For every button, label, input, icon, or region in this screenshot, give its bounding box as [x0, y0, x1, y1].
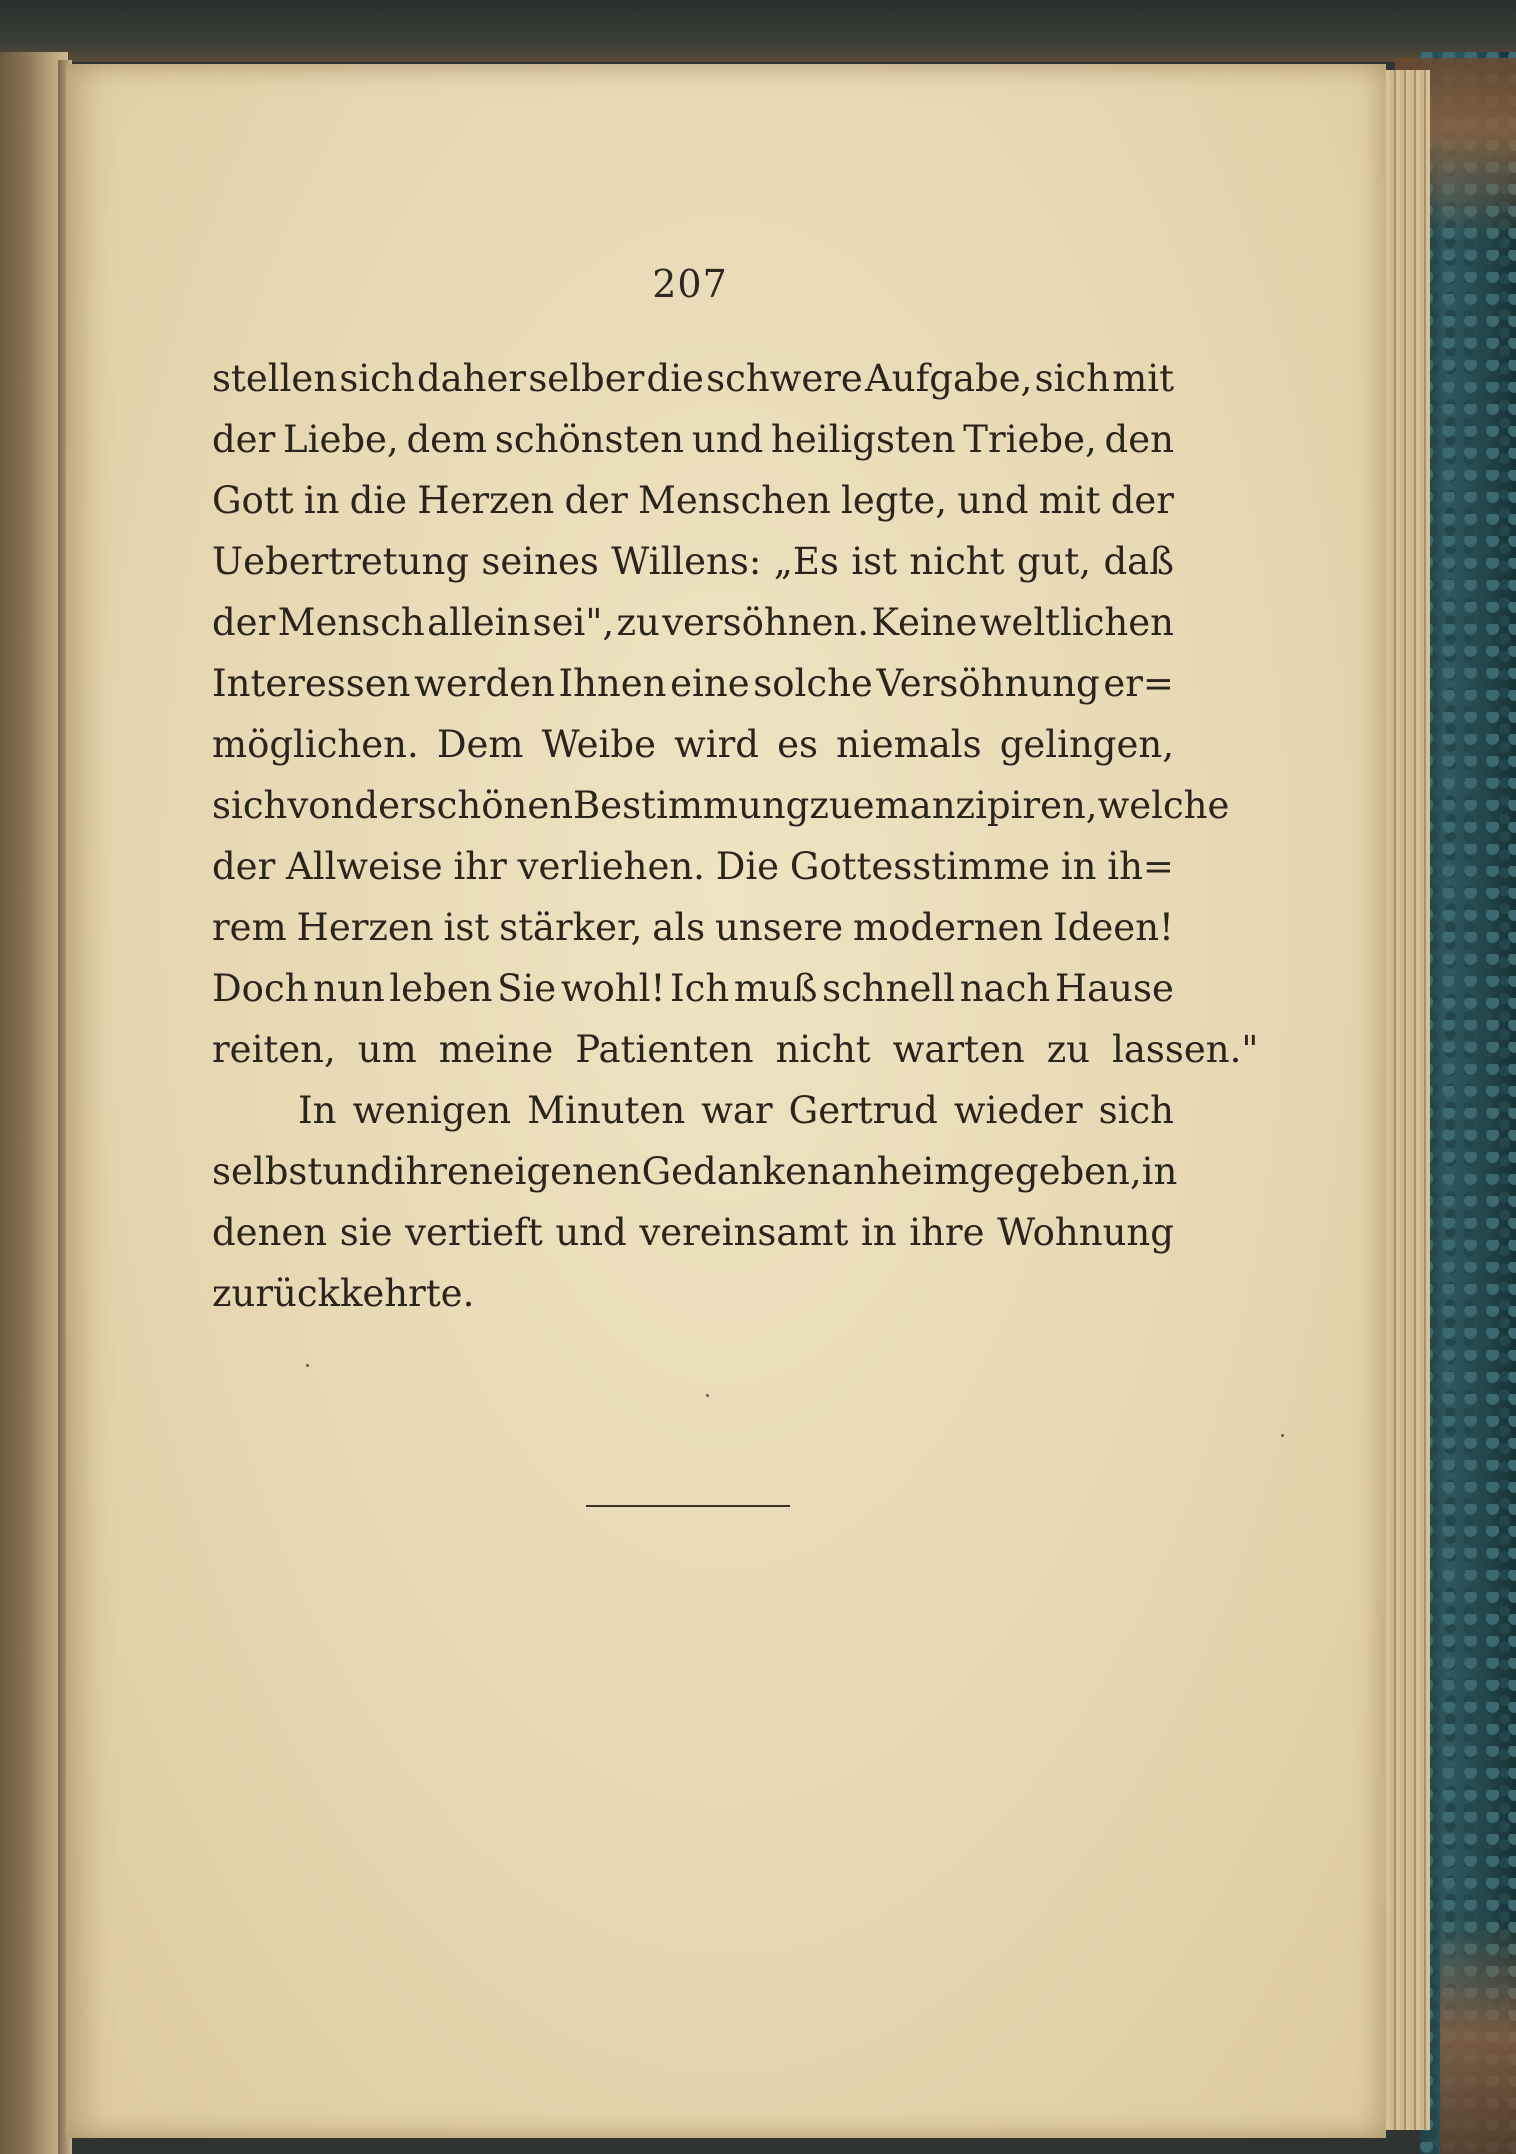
- word: Dem: [436, 723, 524, 766]
- word: verliehen.: [517, 845, 705, 888]
- word: allein: [427, 601, 531, 644]
- word: sich: [1098, 1089, 1174, 1132]
- word: sei",: [532, 601, 615, 644]
- word: Aufgabe,: [865, 357, 1033, 400]
- word: selber: [528, 357, 645, 400]
- word: Doch: [212, 967, 309, 1010]
- body-text: [212, 348, 1259, 1324]
- paper-speck: [706, 1394, 709, 1397]
- word: es: [777, 723, 818, 766]
- word: seines: [481, 540, 599, 583]
- word: Uebertretung: [212, 540, 470, 583]
- word: Mensch: [277, 601, 425, 644]
- word: sich: [339, 357, 415, 400]
- word: zurückkehrte.: [212, 1272, 475, 1315]
- word: zu: [809, 784, 853, 827]
- word: Liebe,: [283, 418, 399, 461]
- cover-wear-bottom: [1440, 1920, 1516, 2154]
- word: sich: [212, 784, 288, 827]
- text-line: [212, 348, 1174, 409]
- word: mit: [1112, 357, 1174, 400]
- word: zu: [1046, 1028, 1091, 1071]
- word: Herzen: [417, 479, 555, 522]
- word: ist: [851, 540, 898, 583]
- word: ih=: [1107, 845, 1174, 888]
- text-line: [212, 592, 1174, 653]
- word: als: [652, 906, 706, 949]
- word: Weibe: [541, 723, 656, 766]
- word: Wohnung: [997, 1211, 1174, 1254]
- text-line: [212, 653, 1174, 714]
- word: selbst: [212, 1150, 323, 1193]
- word: Hause: [1054, 967, 1174, 1010]
- word: denen: [212, 1211, 328, 1254]
- word: Gottesstimme: [789, 845, 1051, 888]
- word: Gedanken: [641, 1150, 831, 1193]
- word: warten: [892, 1028, 1025, 1071]
- word: den: [1104, 418, 1174, 461]
- text-line: [212, 1080, 1174, 1141]
- word: stärker,: [499, 906, 643, 949]
- paper-speck: [306, 1364, 309, 1367]
- word: schnell: [822, 967, 956, 1010]
- word: von: [287, 784, 355, 827]
- paper-speck: [1281, 1434, 1284, 1437]
- word: vertieft: [405, 1211, 543, 1254]
- word: Interessen: [212, 662, 411, 705]
- word: gelingen,: [999, 723, 1174, 766]
- word: Herzen: [296, 906, 434, 949]
- word: wohl!: [560, 967, 666, 1010]
- word: nun: [313, 967, 385, 1010]
- word: Bestimmung: [573, 784, 810, 827]
- text-line: [212, 897, 1174, 958]
- text-line: [212, 836, 1174, 897]
- word: nicht: [909, 540, 1005, 583]
- word: Minuten: [527, 1089, 686, 1132]
- text-line: [212, 1141, 1178, 1202]
- right-marbled-cover: [1420, 52, 1516, 2154]
- word: schwere: [706, 357, 863, 400]
- text-line: [212, 1202, 1174, 1263]
- word: daß: [1103, 540, 1174, 583]
- word: der: [564, 479, 628, 522]
- word: Ihnen: [558, 662, 667, 705]
- word: vereinsamt: [639, 1211, 849, 1254]
- word: der: [1110, 479, 1174, 522]
- word: er=: [1103, 662, 1174, 705]
- word: Versöhnung: [876, 662, 1100, 705]
- text-line: [212, 1019, 1259, 1080]
- word: Ich: [670, 967, 730, 1010]
- word: anheimgegeben,: [830, 1150, 1142, 1193]
- word: niemals: [836, 723, 982, 766]
- word: der: [212, 845, 276, 888]
- word: Ideen!: [1053, 906, 1174, 949]
- word: weltlichen: [979, 601, 1174, 644]
- word: Willens:: [611, 540, 762, 583]
- word: reiten,: [212, 1028, 336, 1071]
- word: ihr: [453, 845, 507, 888]
- word: lassen.": [1112, 1028, 1259, 1071]
- section-divider: [586, 1505, 790, 1507]
- text-line: [212, 1263, 1174, 1324]
- word: der: [212, 601, 276, 644]
- word: werden: [414, 662, 555, 705]
- word: versöhnen.: [662, 601, 870, 644]
- word: und: [691, 418, 764, 461]
- word: und: [957, 479, 1029, 522]
- scanner-top-edge: [0, 0, 1516, 62]
- word: Die: [715, 845, 780, 888]
- word: dem: [406, 418, 488, 461]
- word: um: [357, 1028, 417, 1071]
- word: Triebe,: [963, 418, 1097, 461]
- word: und: [322, 1150, 394, 1193]
- word: die: [349, 479, 408, 522]
- text-line: [212, 714, 1174, 775]
- word: Keine: [871, 601, 978, 644]
- word: rem: [212, 906, 287, 949]
- word: „Es: [773, 540, 839, 583]
- word: ist: [443, 906, 490, 949]
- word: Patienten: [575, 1028, 754, 1071]
- word: ihre: [909, 1211, 985, 1254]
- word: muß: [733, 967, 818, 1010]
- word: sich: [1034, 357, 1110, 400]
- word: stellen: [212, 357, 338, 400]
- word: wird: [674, 723, 759, 766]
- word: zu: [616, 601, 660, 644]
- word: nach: [959, 967, 1051, 1010]
- word: und: [555, 1211, 627, 1254]
- word: Menschen: [637, 479, 831, 522]
- word: Gott: [212, 479, 294, 522]
- word: heiligsten: [771, 418, 956, 461]
- word: Allweise: [286, 845, 443, 888]
- word: in: [860, 1211, 897, 1254]
- word: war: [701, 1089, 773, 1132]
- page-number: 207: [652, 262, 728, 306]
- word: modernen: [853, 906, 1044, 949]
- word: daher: [416, 357, 527, 400]
- word: möglichen.: [212, 723, 419, 766]
- text-line: [212, 775, 1230, 836]
- word: eine: [670, 662, 750, 705]
- word: Sie: [497, 967, 557, 1010]
- text-line: [212, 409, 1174, 470]
- word: schönen: [417, 784, 574, 827]
- word: welche: [1097, 784, 1230, 827]
- word: der: [212, 418, 276, 461]
- text-line: [212, 470, 1174, 531]
- word: eigenen: [492, 1150, 642, 1193]
- word: die: [646, 357, 704, 400]
- word: in: [1060, 845, 1097, 888]
- word: solche: [753, 662, 873, 705]
- word: gut,: [1016, 540, 1092, 583]
- word: in: [1141, 1150, 1178, 1193]
- word: In: [298, 1089, 337, 1132]
- word: Gertrud: [788, 1089, 938, 1132]
- text-line: [212, 531, 1174, 592]
- word: legte,: [841, 479, 947, 522]
- word: wenigen: [352, 1089, 512, 1132]
- word: in: [303, 479, 340, 522]
- word: mit: [1038, 479, 1101, 522]
- word: sie: [339, 1211, 393, 1254]
- word: emanzipiren,: [852, 784, 1098, 827]
- word: leben: [389, 967, 493, 1010]
- word: ihren: [393, 1150, 493, 1193]
- word: wieder: [953, 1089, 1083, 1132]
- word: meine: [438, 1028, 554, 1071]
- word: der: [354, 784, 418, 827]
- text-line: [212, 958, 1174, 1019]
- word: unsere: [715, 906, 844, 949]
- word: schönsten: [494, 418, 685, 461]
- word: nicht: [775, 1028, 871, 1071]
